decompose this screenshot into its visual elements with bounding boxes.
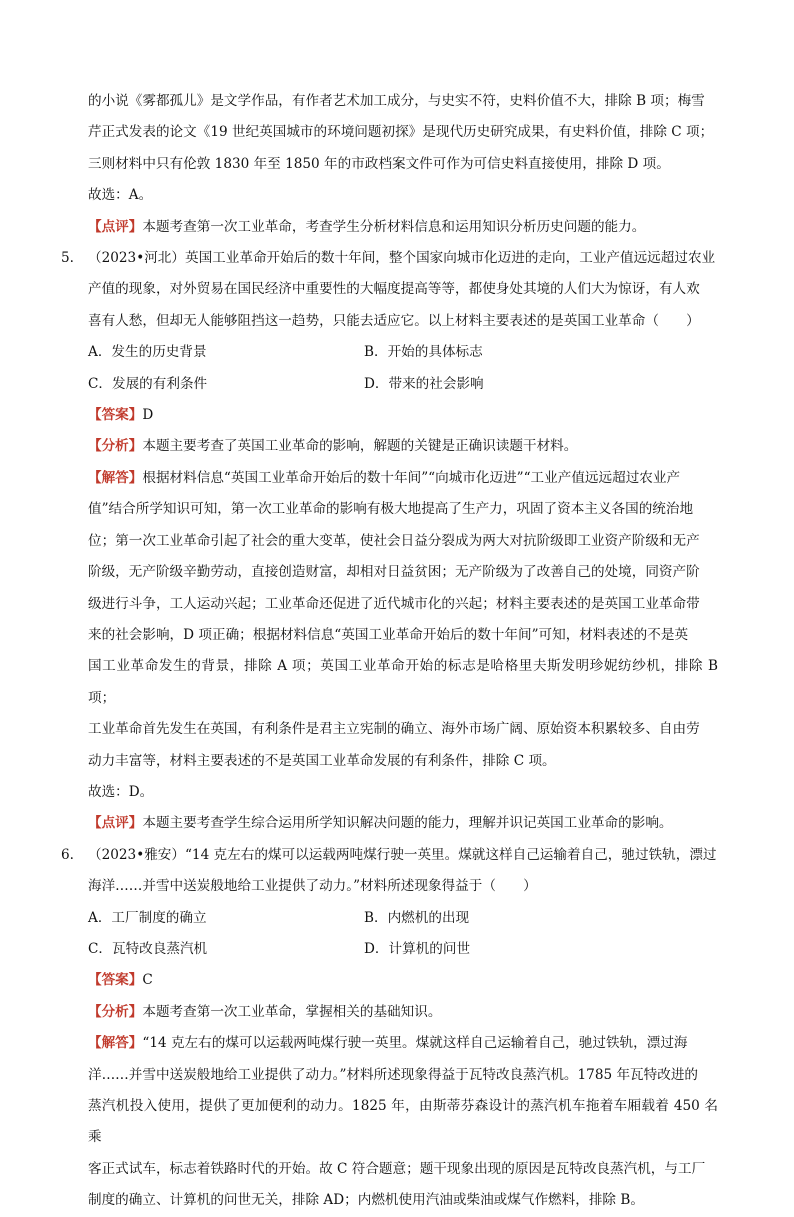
q5-options [88,337,718,400]
q5-conclusion: 故选：D。 [88,783,154,800]
q6-answer [88,965,718,996]
q6-solution-line-3: 蒸汽机投入使用，提供了更加便利的动力。1825 年，由斯蒂芬森设计的蒸汽机车拖着车厢载着 450 名乘 [88,1098,718,1146]
analysis-text: 本题主要考查了英国工业革命的影响，解题的关键是正确识读题干材料。 [142,438,578,455]
question-number: 6. [61,846,74,863]
q5-solution-line-4: 阶级，无产阶级辛勤劳动，直接创造财富，却相对日益贫困；无产阶级为了改善自己的处境，同资产阶 [88,564,700,581]
intro-line-3: 三则材料中只有伦敦 1830 年至 1850 年的市政档案文件可作为可信史料直接使用，排除 D 项。 [88,155,670,172]
q5-analysis [88,431,718,462]
analysis-tag: 【分析】 [88,1003,143,1020]
solution-text: “14 克左右的煤可以运载两吨煤行驶一英里。煤就这样自己运输着自己，驰过铁轨，漂过海 [142,1035,688,1052]
q6-options [88,903,718,966]
option-d: D．带来的社会影响 [364,375,484,392]
intro-line-1: 的小说《雾都孤儿》是文学作品，有作者艺术加工成分，与史实不符，史料价值不大，排除 B 项；梅雪 [88,93,705,109]
q5-solution-line-8: 工业革命首先发生在英国，有利条件是君主立宪制的确立、海外市场广阔、原始资本积累较多、自由劳 [88,721,700,738]
q6-stem-line-2: 海洋……并雪中送炭般地给工业提供了动力。”材料所述现象得益于（ ） [88,878,537,895]
q5-review [88,808,718,839]
q5-solution-line-5: 级进行斗争，工人运动兴起；工业革命还促进了近代城市化的兴起；材料主要表述的是英国工业革命带 [88,595,700,612]
intro-answer: 故选：A。 [88,187,153,204]
intro-review [88,212,718,243]
q6-solution-line-4: 客正式试车，标志着铁路时代的开始。故 C 符合题意；题干现象出现的原因是瓦特改良蒸汽机，与工厂 [88,1160,706,1177]
q5-solution-line-1 [88,463,718,494]
question-6 [61,840,718,1217]
q6-solution-line-5: 制度的确立、计算机的问世无关，排除 AD；内燃机使用汽油或柴油或煤气作燃料，排除 B。 [88,1192,644,1209]
q5-solution-line-7: 国工业革命发生的背景，排除 A 项；英国工业革命开始的标志是哈格里夫斯发明珍妮纺纱机，排除 B 项； [88,658,718,706]
solution-text: 根据材料信息“英国工业革命开始后的数十年间”“向城市化迈进”“工业产值远远超过农业产 [142,469,681,486]
q5-solution-line-2: 值”结合所学知识可知，第一次工业革命的影响有极大地提高了生产力，巩固了资本主义各国的统治地 [88,501,694,518]
review-text: 本题考查第一次工业革命，考查学生分析材料信息和运用知识分析历史问题的能力。 [142,218,646,235]
question-5 [61,243,718,840]
answer-tag: 【答案】 [88,407,143,424]
q6-solution-line-1 [88,1028,718,1059]
q5-stem-line-1: （2023•河北）英国工业革命开始后的数十年间，整个国家向城市化迈进的走向，工业产值远远超过农业 [88,250,716,267]
option-c: C．瓦特改良蒸汽机 [88,940,208,957]
option-b: B．内燃机的出现 [364,909,470,926]
review-tag: 【点评】 [88,218,143,235]
q6-stem-line-1: （2023•雅安）“14 克左右的煤可以运载两吨煤行驶一英里。煤就这样自己运输着自己，驰过铁轨，漂过 [88,846,717,863]
q5-answer [88,400,718,431]
analysis-text: 本题考查第一次工业革命，掌握相关的基础知识。 [142,1003,442,1020]
answer-value: D [142,407,154,424]
option-c: C．发展的有利条件 [88,375,208,392]
solution-tag: 【解答】 [88,469,143,486]
option-a: A．发生的历史背景 [88,344,207,361]
q6-analysis [88,997,718,1028]
q5-stem-line-2: 产值的现象，对外贸易在国民经济中重要性的大幅度提高等等，都使身处其境的人们大为惊讶，有人欢 [88,281,700,298]
answer-value: C [142,972,153,989]
intro-line-2: 芹正式发表的论文《19 世纪英国城市的环境问题初探》是现代历史研究成果，有史料价值，排除 C 项； [88,124,714,141]
review-tag: 【点评】 [88,815,143,832]
q5-solution-line-6: 来的社会影响，D 项正确；根据材料信息“英国工业革命开始后的数十年间”可知，材料表述的不是英 [88,626,689,643]
option-b: B．开始的具体标志 [364,344,483,361]
answer-tag: 【答案】 [88,972,143,989]
q6-solution-line-2: 洋……并雪中送炭般地给工业提供了动力。”材料所述现象得益于瓦特改良蒸汽机。1785 年瓦特改进的 [88,1066,699,1083]
analysis-tag: 【分析】 [88,438,143,455]
solution-tag: 【解答】 [88,1035,143,1052]
review-text: 本题主要考查学生综合运用所学知识解决问题的能力，理解并识记英国工业革命的影响。 [142,815,673,832]
q5-solution-line-3: 位；第一次工业革命引起了社会的重大变革，使社会日益分裂成为两大对抗阶级即工业资产阶级和无产 [88,532,700,549]
option-a: A．工厂制度的确立 [88,909,207,926]
document-page [61,86,718,1217]
q5-solution-line-9: 动力丰富等，材料主要表述的不是英国工业革命发展的有利条件，排除 C 项。 [88,752,556,769]
q5-stem-line-3: 喜有人愁，但却无人能够阻挡这一趋势，只能去适应它。以上材料主要表述的是英国工业革命（ ） [88,312,700,329]
option-d: D．计算机的问世 [364,940,471,957]
question-number: 5. [61,250,74,267]
